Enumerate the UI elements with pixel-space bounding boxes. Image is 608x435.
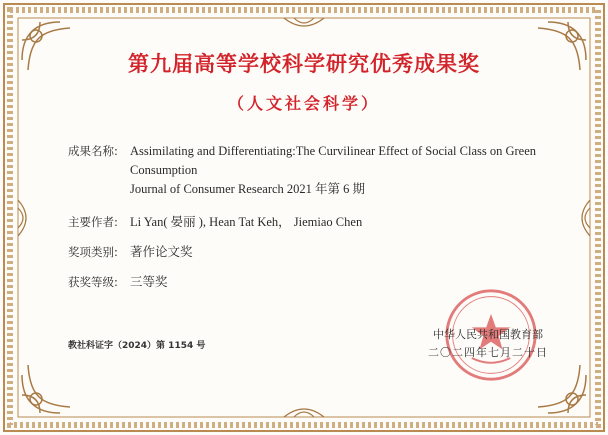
category-value: 著作论文奖 <box>130 245 193 259</box>
certificate-subtitle: （人文社会科学） <box>227 94 380 113</box>
result-line-2: Consumption <box>130 163 198 177</box>
category-label: 奖项类别: <box>68 245 118 259</box>
certificate-number: 教社科证字（2024）第 1154 号 <box>68 341 206 351</box>
issue-date: 二〇二四年七月二十日 <box>428 346 548 359</box>
author-label: 主要作者: <box>68 215 118 229</box>
result-line-3: Journal of Consumer Research 2021 年第 6 期 <box>130 182 366 196</box>
level-value: 三等奖 <box>130 275 168 289</box>
result-label: 成果名称: <box>68 144 118 158</box>
author-value: Li Yan( 晏丽 ), Hean Tat Keh， Jiemiao Chen <box>130 215 363 229</box>
issuer: 中华人民共和国教育部 <box>433 328 543 341</box>
result-value <box>130 142 570 199</box>
certificate-title: 第九届高等学校科学研究优秀成果奖 <box>128 52 480 76</box>
result-line-1: Assimilating and Differentiating:The Curvilinear Effect of Social Class on Green <box>130 144 537 158</box>
level-label: 获奖等级: <box>68 275 118 289</box>
